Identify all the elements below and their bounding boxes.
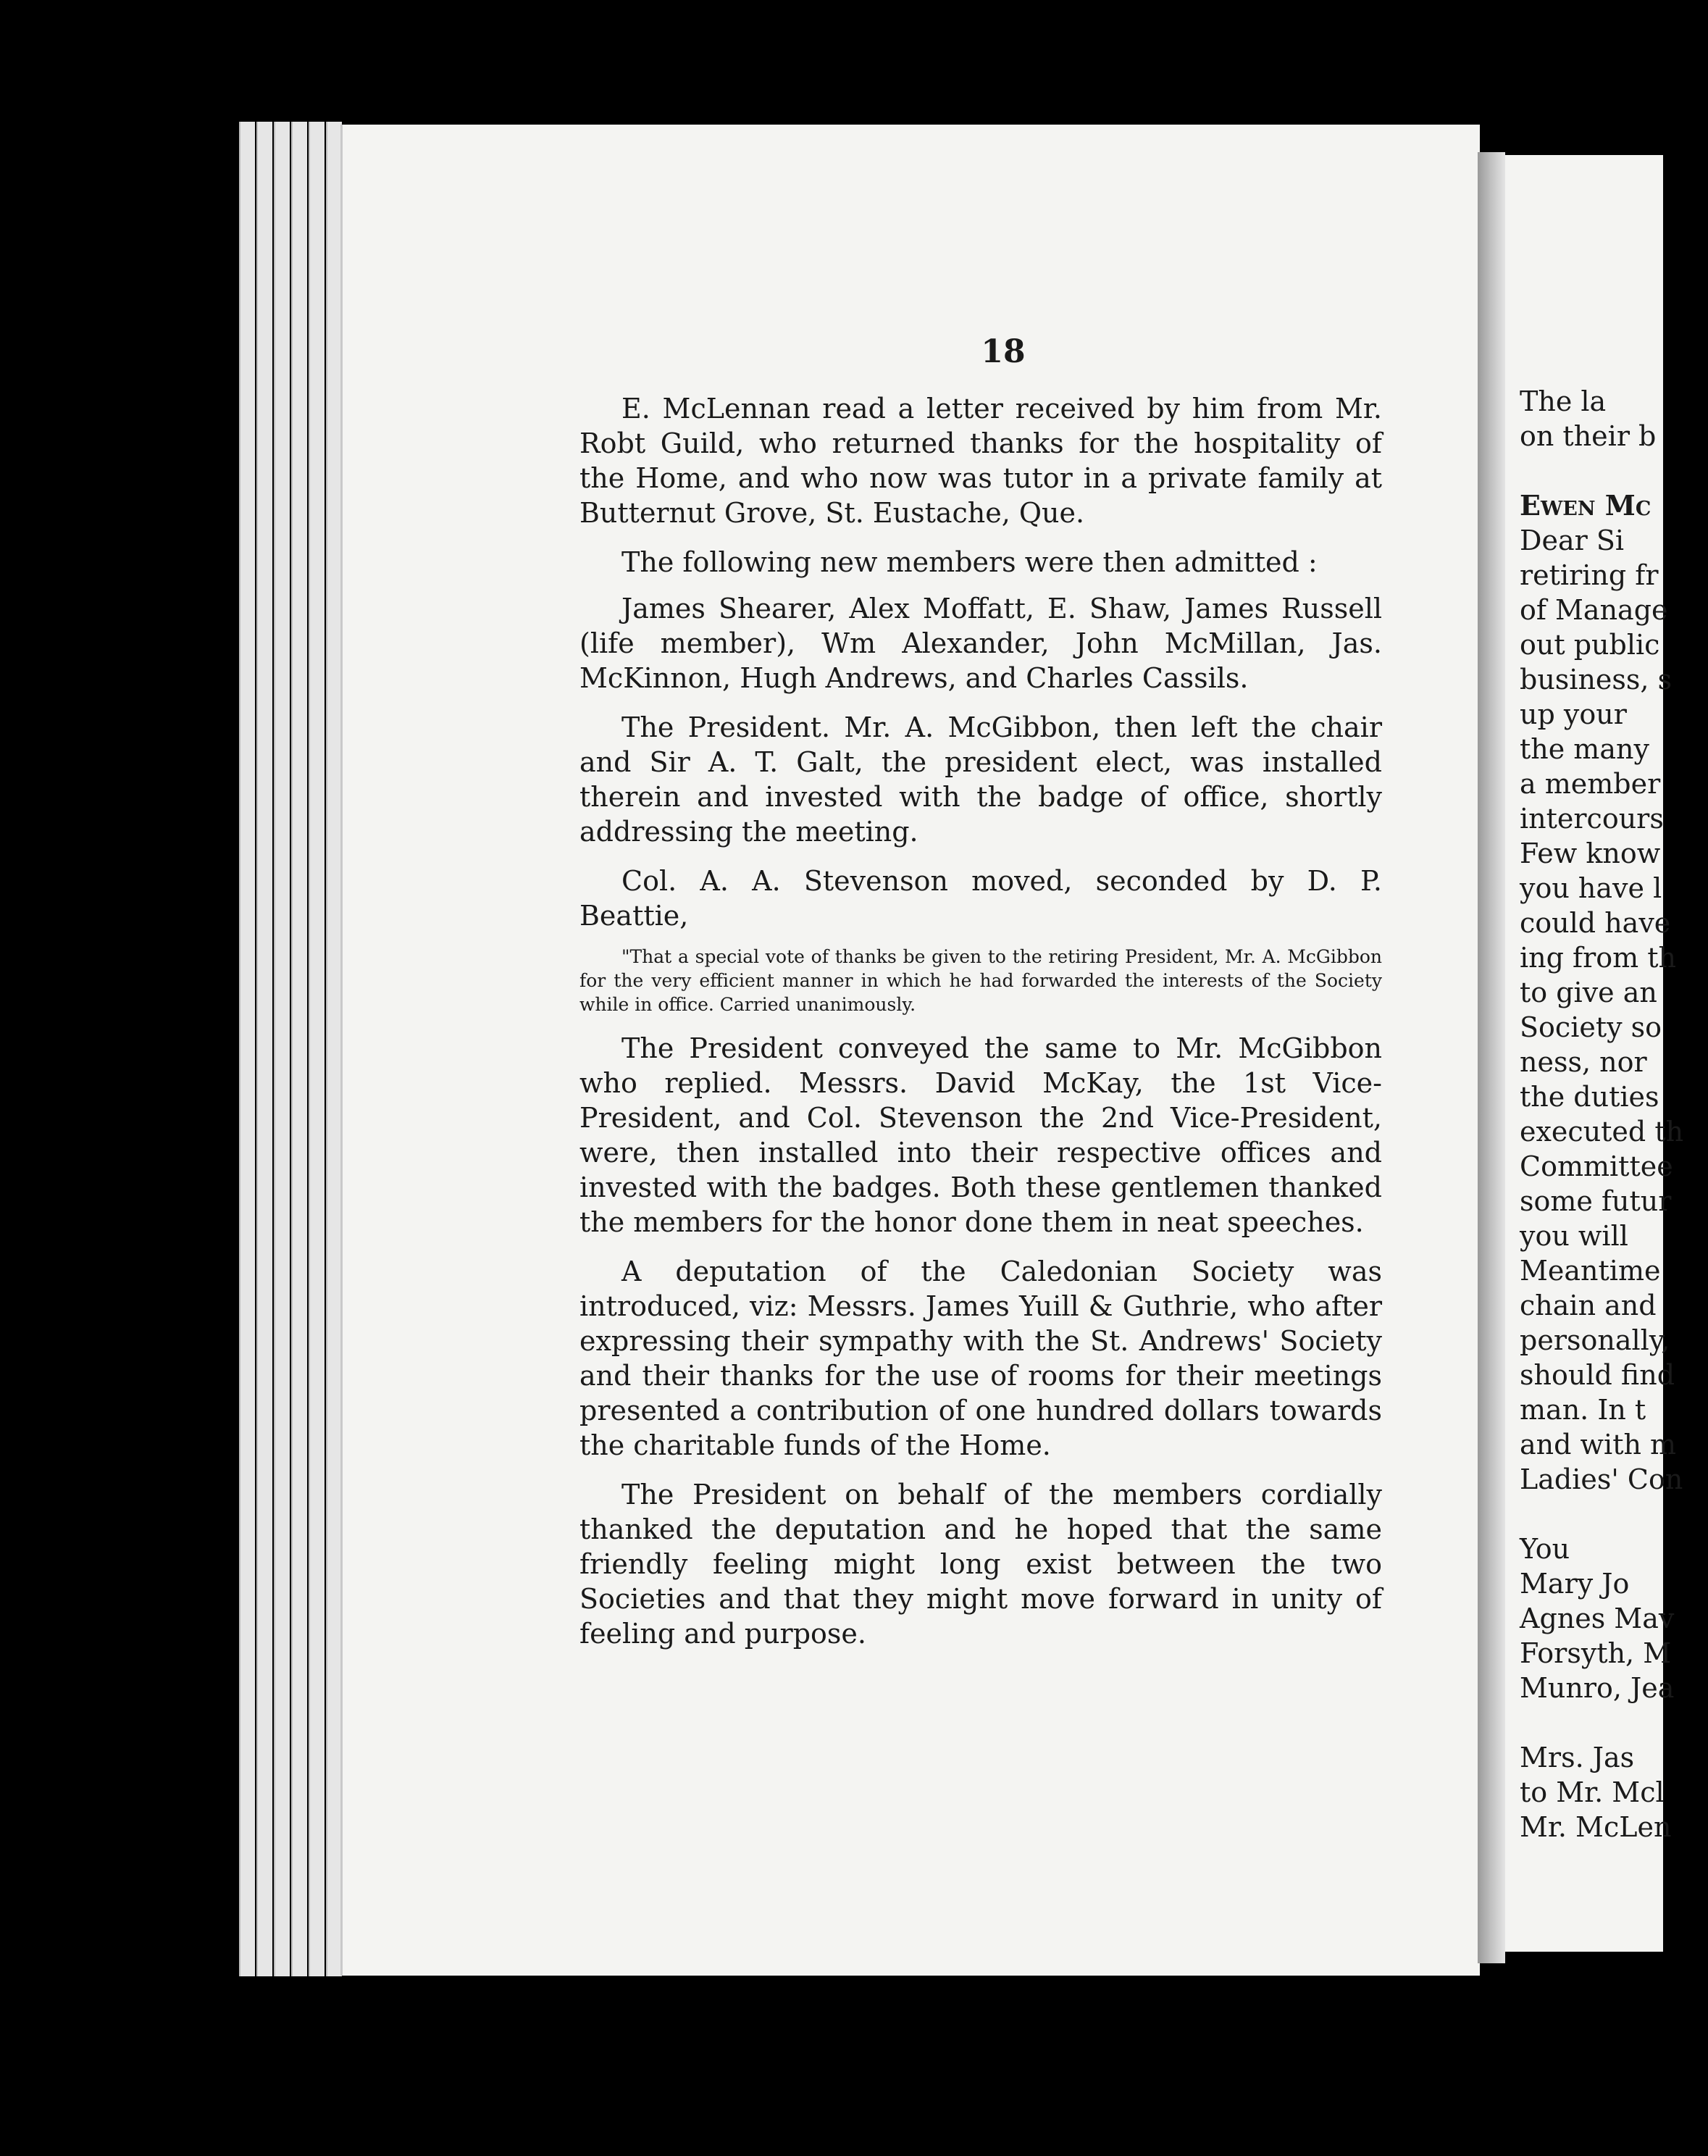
facing-page-line: business, s bbox=[1520, 664, 1673, 695]
facing-page-line: Dear Si bbox=[1520, 525, 1625, 556]
facing-page-line: Few know bbox=[1520, 837, 1661, 869]
facing-page-line: ing from th bbox=[1520, 942, 1676, 974]
facing-page-line: Agnes Mav bbox=[1520, 1603, 1675, 1634]
paragraph-thanks: The President on behalf of the members cordially thanked the deputation and he hoped that the same friendly feeling might long exist between the two Societies and that they might move forward in unity of feeling and purpose. bbox=[579, 1479, 1382, 1650]
page-edge bbox=[239, 122, 255, 1976]
facing-page-line: could have bbox=[1520, 907, 1671, 939]
facing-page-line: Ewen Mc bbox=[1520, 489, 1652, 522]
facing-page-text bbox=[1520, 384, 1708, 1844]
facing-page-line: ness, nor bbox=[1520, 1046, 1647, 1078]
paragraph-motion: Col. A. A. Stevenson moved, seconded by D. P. Beattie, bbox=[579, 865, 1382, 932]
facing-page-line: some futur bbox=[1520, 1185, 1672, 1217]
facing-page-line: and with m bbox=[1520, 1429, 1677, 1461]
page-edge bbox=[326, 122, 342, 1976]
facing-page-line: Mary Jo bbox=[1520, 1568, 1630, 1600]
facing-page-line: up your bbox=[1520, 698, 1627, 730]
facing-page-line: Society so bbox=[1520, 1011, 1662, 1043]
page-edge bbox=[291, 122, 307, 1976]
facing-page-line: You bbox=[1520, 1533, 1570, 1565]
facing-page-line: executed th bbox=[1520, 1116, 1684, 1148]
facing-page-line: Forsyth, M bbox=[1520, 1637, 1672, 1669]
book-gutter bbox=[1478, 152, 1505, 1963]
facing-page-line: out public bbox=[1520, 629, 1660, 661]
facing-page-line bbox=[1520, 1497, 1708, 1532]
page-number: 18 bbox=[981, 333, 1026, 370]
facing-page-line: you have l bbox=[1520, 872, 1662, 904]
facing-page-line: Mrs. Jas bbox=[1520, 1742, 1635, 1773]
paragraph-member-list: James Shearer, Alex Moffatt, E. Shaw, James Russell (life member), Wm Alexander, John McMillan, Jas. McKinnon, Hugh Andrews, and Charles Cassils. bbox=[579, 593, 1382, 694]
paragraph-installation: The President. Mr. A. McGibbon, then left the chair and Sir A. T. Galt, the president elect, was installed therein and invested with the badge of office, shortly addressing the meeting. bbox=[579, 711, 1382, 848]
facing-page-line: retiring fr bbox=[1520, 559, 1659, 591]
facing-page-line: intercours bbox=[1520, 803, 1664, 835]
facing-page-line: Meantime bbox=[1520, 1255, 1661, 1287]
facing-page-line: The la bbox=[1520, 385, 1607, 417]
facing-page-line: Ladies' Con bbox=[1520, 1463, 1683, 1495]
facing-page-line: the duties bbox=[1520, 1081, 1659, 1113]
facing-page-line bbox=[1520, 454, 1708, 488]
facing-page-line bbox=[1520, 1705, 1708, 1740]
facing-page-line: on their b bbox=[1520, 420, 1657, 452]
facing-page-line: to Mr. Mcl bbox=[1520, 1776, 1665, 1808]
page-edge bbox=[309, 122, 325, 1976]
facing-page bbox=[1505, 155, 1684, 1952]
paragraph-reply: The President conveyed the same to Mr. McGibbon who replied. Messrs. David McKay, the 1st Vice-President, and Col. Stevenson the 2nd Vice-President, were, then installed into their respective offices and invested with the badges. Both these gentlemen thanked the members for the honor done them in neat speeches. bbox=[579, 1032, 1382, 1238]
paragraph-new-members-intro: The following new members were then admitted : bbox=[621, 546, 1318, 578]
paragraph-letter: E. McLennan read a letter received by him from Mr. Robt Guild, who returned thanks for the hospitality of the Home, and who now was tutor in a private family at Butternut Grove, St. Eustache, Que. bbox=[579, 393, 1382, 529]
facing-page-line: personally, bbox=[1520, 1324, 1670, 1356]
facing-page-line: Mr. McLen bbox=[1520, 1811, 1672, 1843]
facing-page-line: Committee bbox=[1520, 1150, 1673, 1182]
facing-page-line: you will bbox=[1520, 1220, 1628, 1252]
page-body bbox=[579, 391, 1382, 1666]
facing-page-line: should find bbox=[1520, 1359, 1675, 1391]
facing-page-line: the many bbox=[1520, 733, 1649, 765]
facing-page-line: Munro, Jea bbox=[1520, 1672, 1675, 1704]
paragraph-deputation: A deputation of the Caledonian Society was introduced, viz: Messrs. James Yuill & Guthrie, who after expressing their sympathy with the St. Andrews' Society and their thanks for the use of rooms for their meetings presented a contribution of one hundred dollars towards the charitable funds of the Home. bbox=[579, 1255, 1382, 1461]
page-edge bbox=[274, 122, 290, 1976]
facing-page-line: to give an bbox=[1520, 977, 1657, 1008]
resolution-text: "That a special vote of thanks be given to the retiring President, Mr. A. McGibbon for the very efficient manner in which he had forwarded the interests of the Society while in office. Carried unanimously. bbox=[579, 946, 1382, 1015]
facing-page-line: chain and bbox=[1520, 1290, 1657, 1321]
facing-page-line: of Manage bbox=[1520, 594, 1668, 626]
page-edge bbox=[256, 122, 272, 1976]
facing-page-line: a member bbox=[1520, 768, 1661, 800]
facing-page-line: man. In t bbox=[1520, 1394, 1646, 1426]
